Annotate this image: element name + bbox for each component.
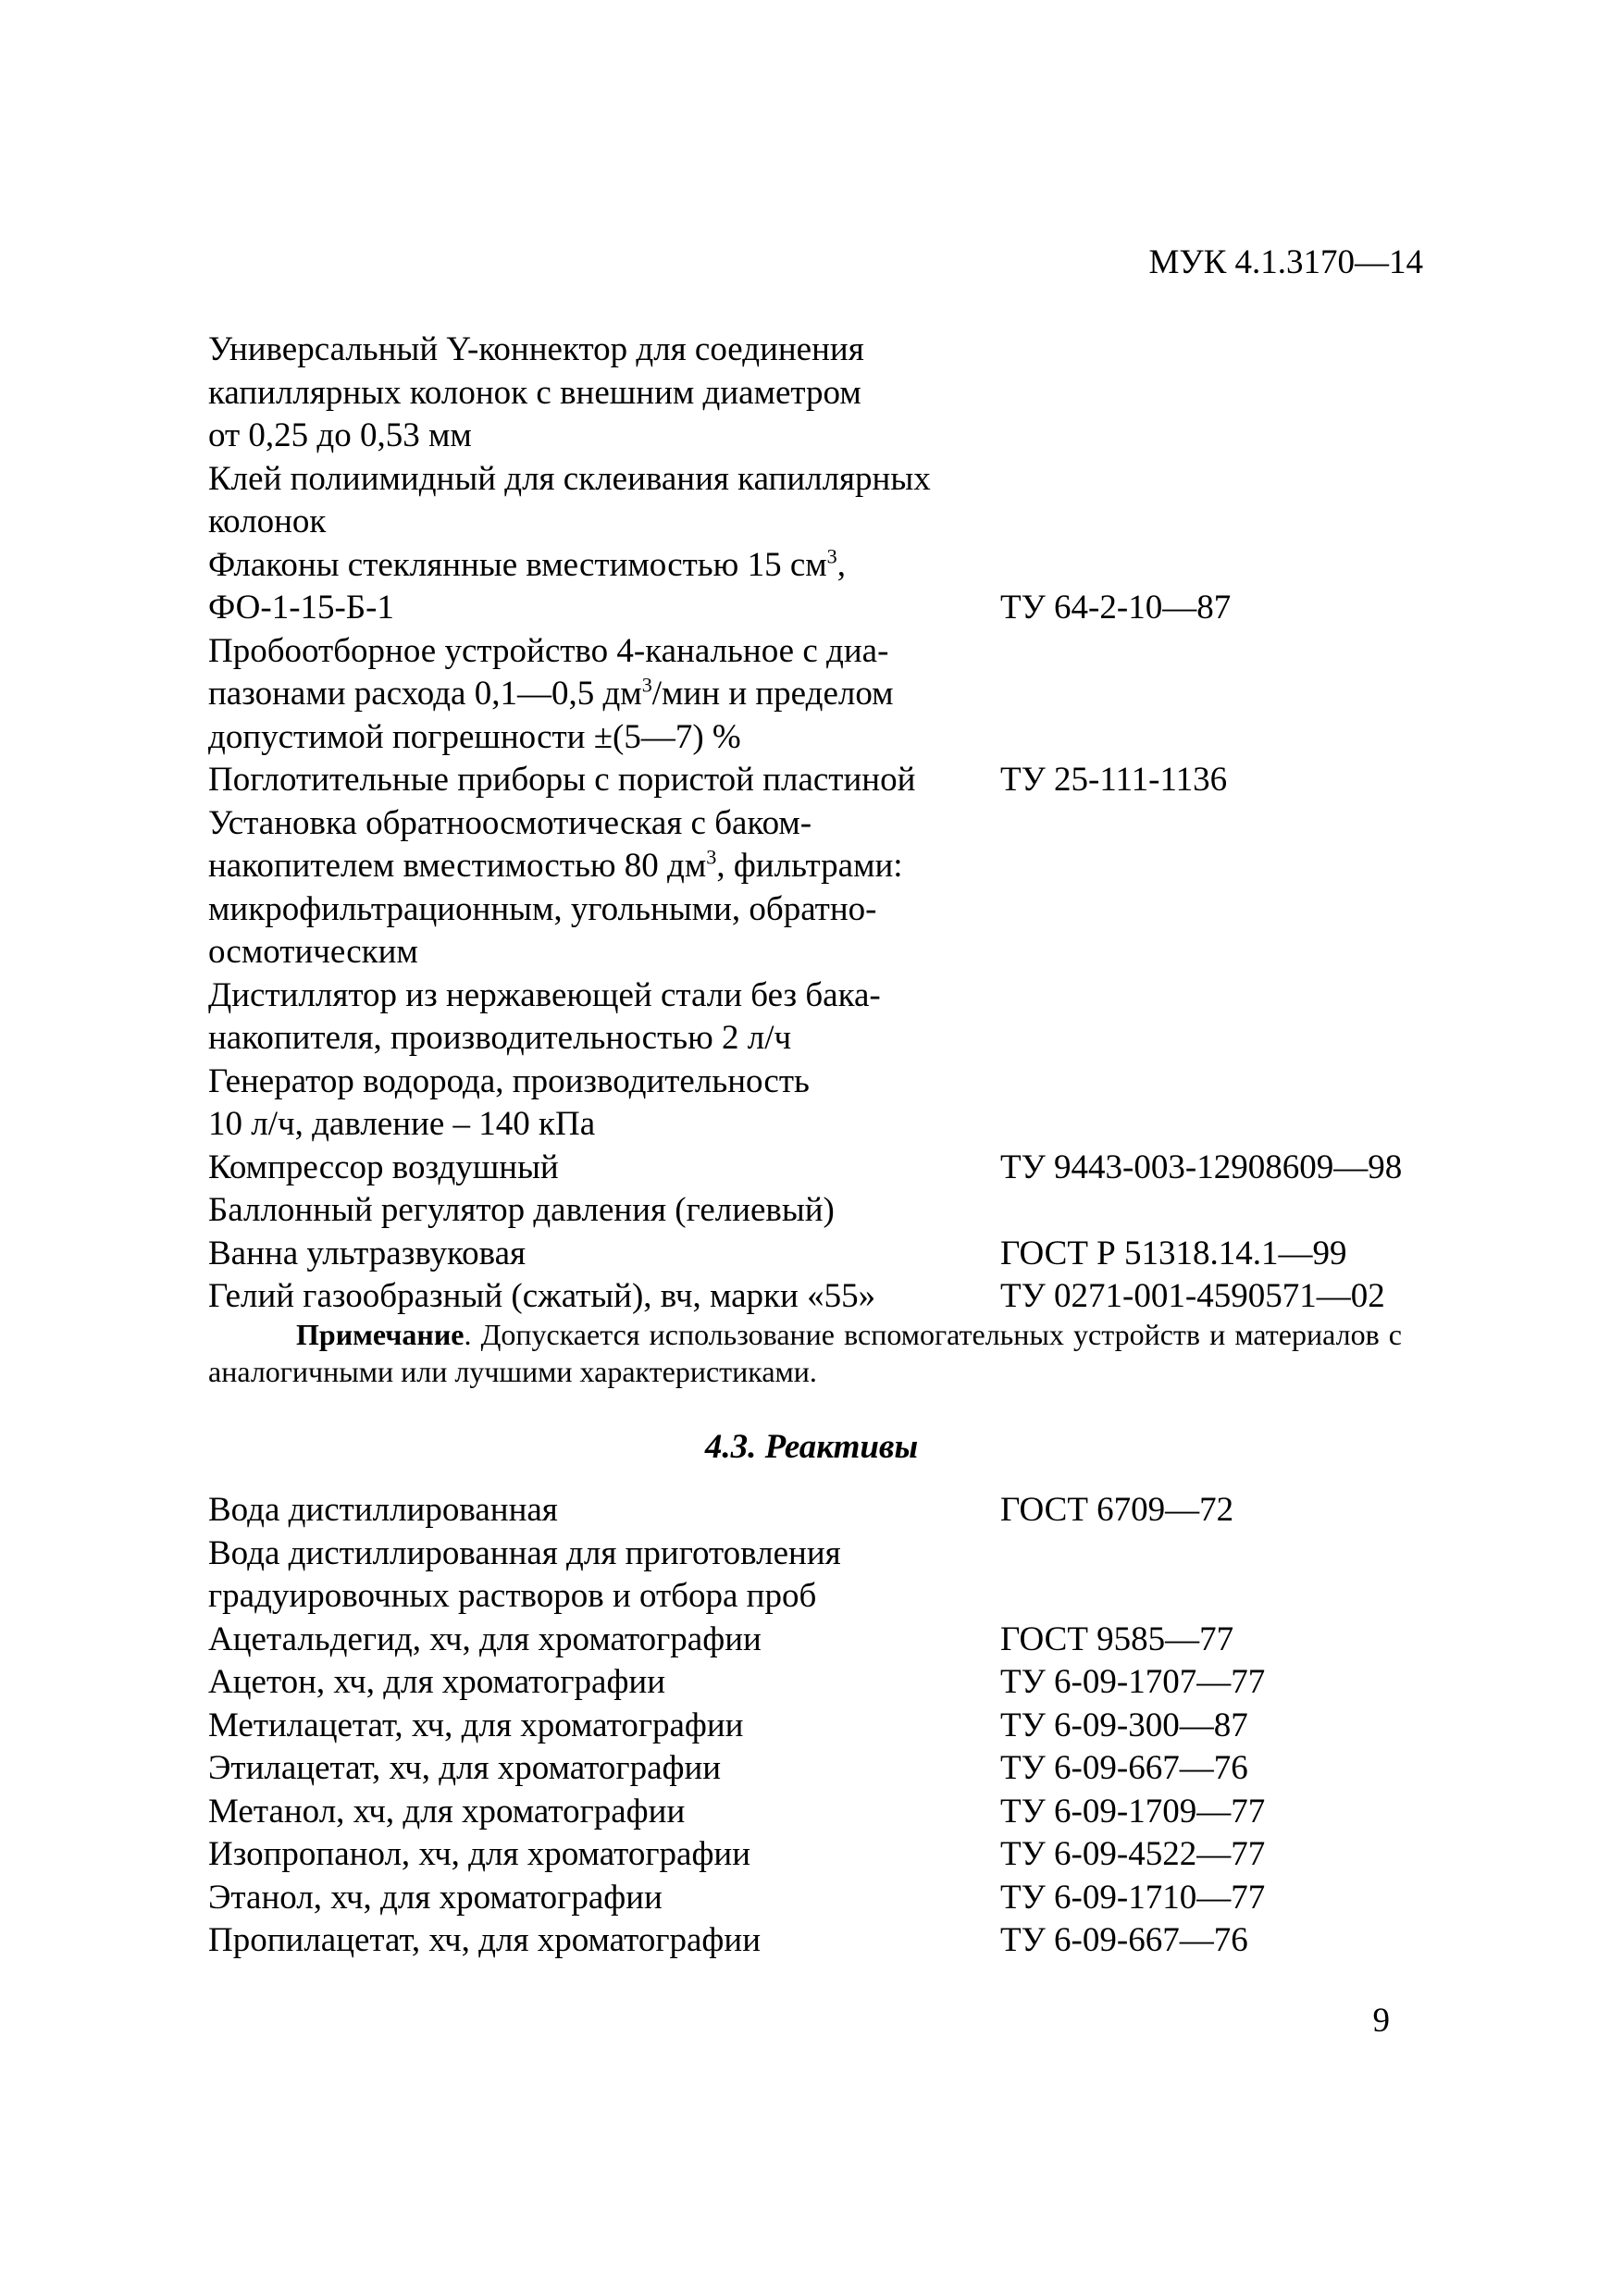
reagent-description: Ацетальдегид, хч, для хроматографии (208, 1620, 762, 1658)
reagent-row (208, 1877, 1439, 1920)
equipment-row (208, 1147, 1439, 1190)
equipment-code: ТУ 9443-003-12908609—98 (1000, 1148, 1403, 1186)
reagent-row (208, 1791, 1439, 1834)
reagent-description: Этилацетат, хч, для хроматографии (208, 1749, 722, 1787)
reagent-code: ГОСТ 9585—77 (1000, 1620, 1234, 1658)
superscript: 3 (826, 544, 837, 568)
note-paragraph (208, 1316, 1402, 1390)
equipment-code: ГОСТ Р 51318.14.1—99 (1000, 1234, 1347, 1272)
equipment-row (208, 1189, 1439, 1233)
section-title: 4.3. Реактивы (704, 1428, 919, 1466)
equipment-description: Флаконы стеклянные вместимостью 15 $см^3$, ФО-1-15-Б-1 (208, 544, 846, 627)
equipment-code: ТУ 0271-001-4590571—02 (1000, 1277, 1385, 1315)
reagent-row (208, 1619, 1439, 1662)
equipment-row (208, 1275, 1439, 1319)
equipment-description: Установка обратноосмотическая с баком- накопителем вместимостью 80 $дм^3$, фильтрами: микрофильтрационным, угольными, обратно- осмотическим (208, 803, 903, 971)
equipment-description: Дистиллятор из нержавеющей стали без бака- накопителя, производительностью 2 л/ч (208, 975, 881, 1057)
reagent-code: ТУ 6-09-1707—77 (1000, 1663, 1266, 1701)
reagent-description: Ацетон, хч, для хроматографии (208, 1663, 666, 1701)
equipment-row (208, 1061, 1439, 1147)
note-text: . Допускается использование вспомогательных устройств и материалов с аналогичными или лучшими характеристиками. (208, 1318, 1402, 1388)
reagent-row (208, 1489, 1439, 1533)
document-header: МУК 4.1.3170—14 (1148, 243, 1423, 281)
equipment-row (208, 458, 1439, 544)
equipment-list (208, 329, 1439, 1319)
reagent-code: ТУ 6-09-300—87 (1000, 1706, 1248, 1744)
reagent-row (208, 1533, 1439, 1619)
equipment-description: Ванна ультразвуковая (208, 1234, 527, 1272)
reagent-description: Вода дистиллированная для приготовления градуировочных растворов и отбора проб (208, 1533, 841, 1615)
equipment-row (208, 1233, 1439, 1276)
reagent-row (208, 1919, 1439, 1963)
equipment-description: Поглотительные приборы с пористой пластиной (208, 761, 916, 799)
reagent-description: Метанол, хч, для хроматографии (208, 1792, 686, 1831)
reagents-list (208, 1489, 1439, 1963)
reagent-code: ГОСТ 6709—72 (1000, 1491, 1234, 1529)
reagent-code: ТУ 6-09-667—76 (1000, 1921, 1248, 1959)
equipment-description: Клей полиимидный для склеивания капиллярных колонок (208, 459, 931, 540)
superscript: 3 (641, 673, 652, 697)
reagent-row (208, 1747, 1439, 1791)
reagent-row (208, 1833, 1439, 1877)
equipment-row (208, 759, 1439, 802)
equipment-row (208, 544, 1439, 630)
equipment-description: Баллонный регулятор давления (гелиевый) (208, 1191, 835, 1229)
equipment-description: Генератор водорода, производительность 10 л/ч, давление – 140 кПа (208, 1061, 810, 1143)
reagent-code: ТУ 6-09-1710—77 (1000, 1878, 1266, 1917)
equipment-code: ТУ 25-111-1136 (1000, 761, 1228, 799)
reagent-description: Этанол, хч, для хроматографии (208, 1878, 663, 1917)
equipment-description: Пробоотборное устройство 4-канальное с диа- пазонами расхода 0,1—0,5 $дм^3$/мин и пределом допустимой погрешности ±(5—7) % (208, 631, 894, 756)
reagent-description: Пропилацетат, хч, для хроматографии (208, 1921, 762, 1959)
reagent-description: Метилацетат, хч, для хроматографии (208, 1706, 744, 1744)
equipment-code: ТУ 64-2-10—87 (1000, 589, 1232, 627)
reagent-code: ТУ 6-09-4522—77 (1000, 1835, 1266, 1873)
reagent-description: Изопропанол, хч, для хроматографии (208, 1835, 751, 1873)
equipment-row (208, 974, 1439, 1061)
equipment-description: Универсальный Y-коннектор для соединения капиллярных колонок с внешним диаметром от 0,25 до 0,53 мм (208, 330, 864, 454)
superscript: 3 (706, 845, 717, 869)
note-label: Примечание (296, 1318, 465, 1351)
equipment-row (208, 329, 1439, 458)
reagent-row (208, 1661, 1439, 1705)
page-number: 9 (1372, 2002, 1390, 2040)
equipment-description: Компрессор воздушный (208, 1148, 559, 1186)
equipment-row (208, 630, 1439, 760)
reagent-code: ТУ 6-09-1709—77 (1000, 1792, 1266, 1831)
reagent-description: Вода дистиллированная (208, 1491, 558, 1529)
equipment-row (208, 802, 1439, 974)
reagent-code: ТУ 6-09-667—76 (1000, 1749, 1248, 1787)
reagent-row (208, 1705, 1439, 1748)
equipment-description: Гелий газообразный (сжатый), вч, марки «55» (208, 1277, 876, 1315)
